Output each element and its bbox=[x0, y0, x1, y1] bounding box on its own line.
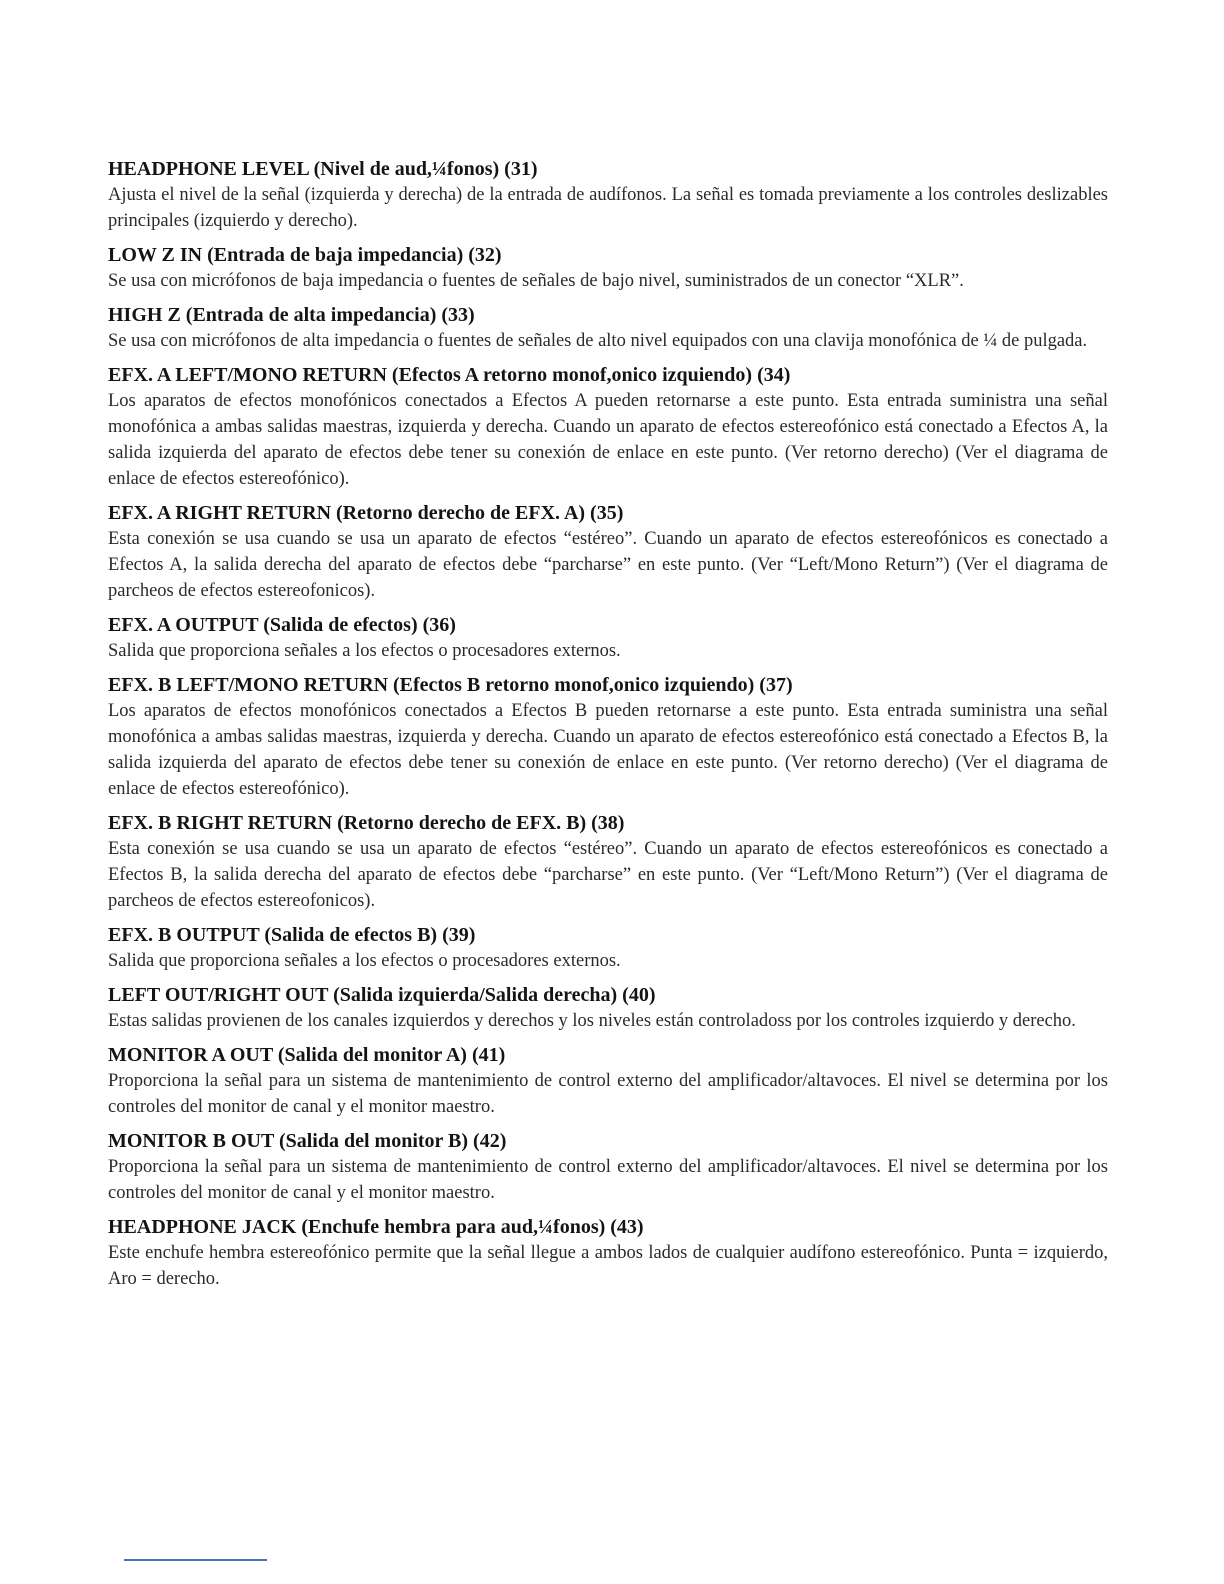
entry-title: EFX. B LEFT/MONO RETURN (Efectos B retorno monof,onico izquiendo) (37) bbox=[108, 674, 793, 696]
entry-title: LEFT OUT/RIGHT OUT (Salida izquierda/Salida derecha) (40) bbox=[108, 984, 656, 1006]
entry-title: LOW Z IN (Entrada de baja impedancia) (32) bbox=[108, 244, 502, 266]
entry-38 bbox=[108, 810, 1108, 914]
entry-title: MONITOR A OUT (Salida del monitor A) (41) bbox=[108, 1044, 506, 1066]
entry-body: Proporciona la señal para un sistema de mantenimiento de control externo del amplificador/altavoces. El nivel se determina por los controles del monitor de canal y el monitor maestro. bbox=[108, 1071, 1108, 1117]
entry-body: Estas salidas provienen de los canales izquierdos y derechos y los niveles están controladoss por los controles izquierdo y derecho. bbox=[108, 1011, 1076, 1031]
entry-37 bbox=[108, 672, 1108, 802]
entry-body: Salida que proporciona señales a los efectos o procesadores externos. bbox=[108, 951, 621, 971]
entry-body: Salida que proporciona señales a los efectos o procesadores externos. bbox=[108, 641, 621, 661]
entry-title: MONITOR B OUT (Salida del monitor B) (42) bbox=[108, 1130, 507, 1152]
entry-title: EFX. B RIGHT RETURN (Retorno derecho de EFX. B) (38) bbox=[108, 812, 625, 834]
entry-39 bbox=[108, 922, 1108, 974]
entry-title: HIGH Z (Entrada de alta impedancia) (33) bbox=[108, 304, 475, 326]
entry-body: Este enchufe hembra estereofónico permite que la señal llegue a ambos lados de cualquier audífono estereofónico. Punta = izquierdo, Aro = derecho. bbox=[108, 1243, 1108, 1289]
entry-33 bbox=[108, 302, 1108, 354]
entry-body: Esta conexión se usa cuando se usa un aparato de efectos “estéreo”. Cuando un aparato de efectos estereofónicos es conectado a Efectos B, la salida derecha del aparato de efectos debe “parcharse” en este punto. (Ver “Left/Mono Return”) (Ver el diagrama de parcheos de efectos estereofonicos). bbox=[108, 839, 1108, 911]
entry-34 bbox=[108, 362, 1108, 492]
entry-title: EFX. B OUTPUT (Salida de efectos B) (39) bbox=[108, 924, 476, 946]
entry-35 bbox=[108, 500, 1108, 604]
entry-title: EFX. A OUTPUT (Salida de efectos) (36) bbox=[108, 614, 456, 636]
entry-40 bbox=[108, 982, 1108, 1034]
entry-body: Se usa con micrófonos de baja impedancia o fuentes de señales de bajo nivel, suministrados de un conector “XLR”. bbox=[108, 271, 964, 291]
entry-title: EFX. A RIGHT RETURN (Retorno derecho de EFX. A) (35) bbox=[108, 502, 624, 524]
entry-31 bbox=[108, 156, 1108, 234]
entry-body: Proporciona la señal para un sistema de mantenimiento de control externo del amplificador/altavoces. El nivel se determina por los controles del monitor de canal y el monitor maestro. bbox=[108, 1157, 1108, 1203]
document-body bbox=[108, 156, 1108, 1300]
footnote-rule bbox=[124, 1559, 267, 1561]
entry-body: Los aparatos de efectos monofónicos conectados a Efectos B pueden retornarse a este punto. Esta entrada suministra una señal monofónica a ambas salidas maestras, izquierda y derecha. Cuando un aparato de efectos estereofónico está conectado a Efectos B, la salida izquierda del aparato de efectos debe tener su conexión de enlace en este punto. (Ver retorno derecho) (Ver el diagrama de enlace de efectos estereofónico). bbox=[108, 701, 1108, 799]
entry-36 bbox=[108, 612, 1108, 664]
entry-title: HEADPHONE LEVEL (Nivel de aud,¼fonos) (31) bbox=[108, 158, 538, 180]
entry-32 bbox=[108, 242, 1108, 294]
entry-body: Los aparatos de efectos monofónicos conectados a Efectos A pueden retornarse a este punto. Esta entrada suministra una señal monofónica a ambas salidas maestras, izquierda y derecha. Cuando un aparato de efectos estereofónico está conectado a Efectos A, la salida izquierda del aparato de efectos debe tener su conexión de enlace en este punto. (Ver retorno derecho) (Ver el diagrama de enlace de efectos estereofónico). bbox=[108, 391, 1108, 489]
entry-41 bbox=[108, 1042, 1108, 1120]
entry-title: HEADPHONE JACK (Enchufe hembra para aud,¼fonos) (43) bbox=[108, 1216, 644, 1238]
entry-body: Ajusta el nivel de la señal (izquierda y derecha) de la entrada de audífonos. La señal es tomada previamente a los controles deslizables principales (izquierdo y derecho). bbox=[108, 185, 1108, 231]
entry-body: Esta conexión se usa cuando se usa un aparato de efectos “estéreo”. Cuando un aparato de efectos estereofónicos es conectado a Efectos A, la salida derecha del aparato de efectos debe “parcharse” en este punto. (Ver “Left/Mono Return”) (Ver el diagrama de parcheos de efectos estereofonicos). bbox=[108, 529, 1108, 601]
entry-title: EFX. A LEFT/MONO RETURN (Efectos A retorno monof,onico izquiendo) (34) bbox=[108, 364, 791, 386]
entry-43 bbox=[108, 1214, 1108, 1292]
entry-42 bbox=[108, 1128, 1108, 1206]
entry-body: Se usa con micrófonos de alta impedancia o fuentes de señales de alto nivel equipados con una clavija monofónica de ¼ de pulgada. bbox=[108, 331, 1088, 351]
